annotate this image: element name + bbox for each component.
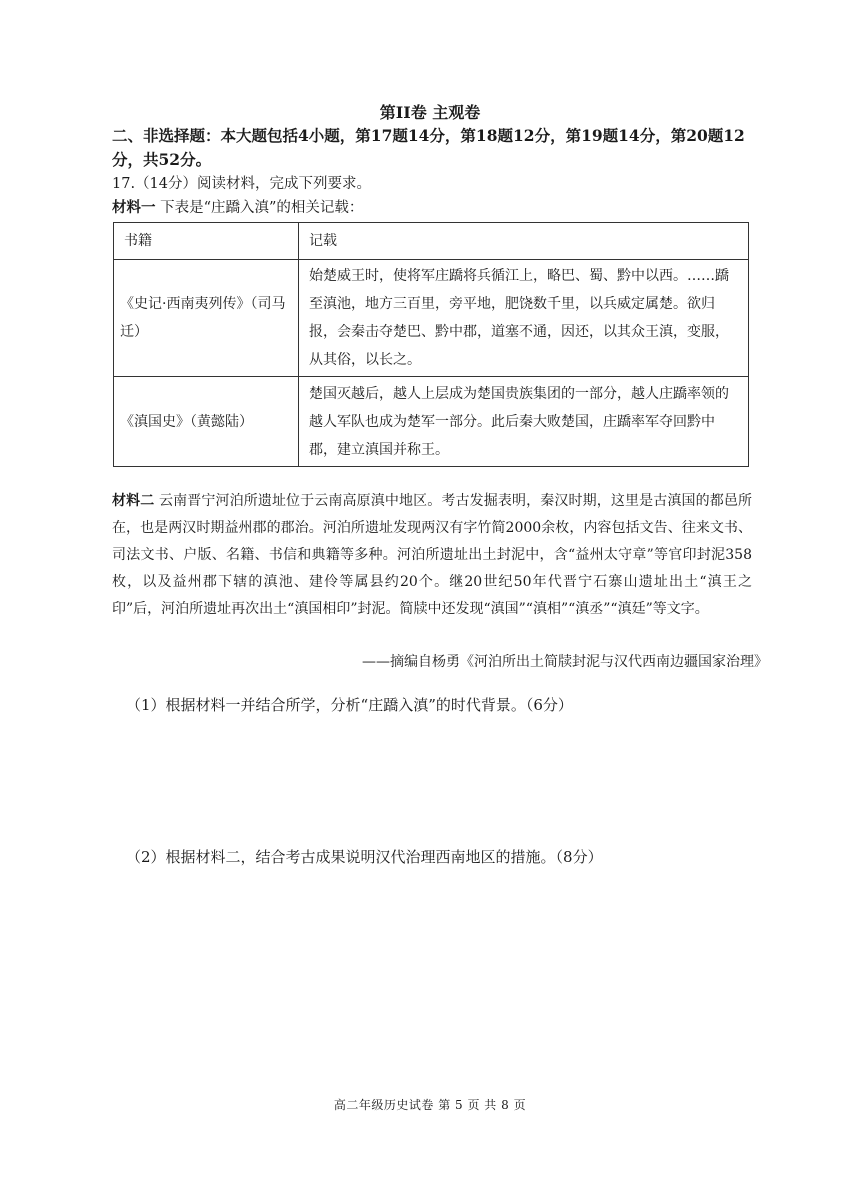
material2-citation: ——摘编自杨勇《河泊所出土简牍封泥与汉代西南边疆国家治理》 bbox=[362, 654, 768, 670]
section-title: 第II卷 主观卷 bbox=[379, 103, 481, 122]
material1-intro-text: 下表是“庄蹻入滇”的相关记载： bbox=[160, 200, 364, 216]
page-footer: 高二年级历史试卷 第 5 页 共 8 页 bbox=[333, 1098, 527, 1112]
records-table bbox=[113, 222, 749, 467]
table-row bbox=[114, 377, 749, 467]
table-header-book: 书籍 bbox=[114, 223, 299, 260]
table-cell-record: 始楚威王时，使将军庄蹻将兵循江上，略巴、蜀、黔中以西。……蹻至滇池，地方三百里，旁平地，肥饶数千里，以兵威定属楚。欲归报，会秦击夺楚巴、黔中郡，道塞不通，因还，以其众王滇，变服，从其俗，以长之。 bbox=[299, 260, 749, 377]
sub-question-1: （1）根据材料一并结合所学，分析“庄蹻入滇”的时代背景。（6分） bbox=[126, 696, 573, 714]
question-17-intro: 17.（14分）阅读材料，完成下列要求。 bbox=[112, 176, 372, 192]
material1-label: 材料一 bbox=[112, 199, 156, 216]
material2-paragraph bbox=[112, 488, 752, 623]
sub-question-2: （2）根据材料二，结合考古成果说明汉代治理西南地区的措施。（8分） bbox=[126, 848, 603, 866]
table-row bbox=[114, 260, 749, 377]
section-heading: 二、非选择题：本大题包括4小题，第17题14分，第18题12分，第19题14分，第20题12分，共52分。 bbox=[112, 126, 745, 169]
table-cell-record: 楚国灭越后，越人上层成为楚国贵族集团的一部分，越人庄蹻率领的越人军队也成为楚军一部分。此后秦大败楚国，庄蹻率军夺回黔中郡，建立滇国并称王。 bbox=[299, 377, 749, 467]
material1-intro bbox=[112, 197, 752, 219]
material2-label: 材料二 bbox=[112, 493, 155, 509]
table-header-record: 记载 bbox=[299, 223, 749, 260]
table-cell-book: 《滇国史》（黄懿陆） bbox=[114, 377, 299, 467]
material2-text: 云南晋宁河泊所遗址位于云南高原滇中地区。考古发掘表明，秦汉时期，这里是古滇国的都邑所在，也是两汉时期益州郡的郡治。河泊所遗址发现两汉有字竹简2000余枚，内容包括文告、往来文书、司法文书、户版、名籍、书信和典籍等多种。河泊所遗址出土封泥中，含“益州太守章”等官印封泥358枚，以及益州郡下辖的滇池、建伶等属县约20个。继20世纪50年代晋宁石寨山遗址出土“滇王之印”后，河泊所遗址再次出土“滇国相印”封泥。简牍中还发现“滇国”“滇相”“滇丞”“滇廷”等文字。 bbox=[112, 493, 753, 617]
table-cell-book: 《史记·西南夷列传》（司马迁） bbox=[114, 260, 299, 377]
table-header-row bbox=[114, 223, 749, 260]
